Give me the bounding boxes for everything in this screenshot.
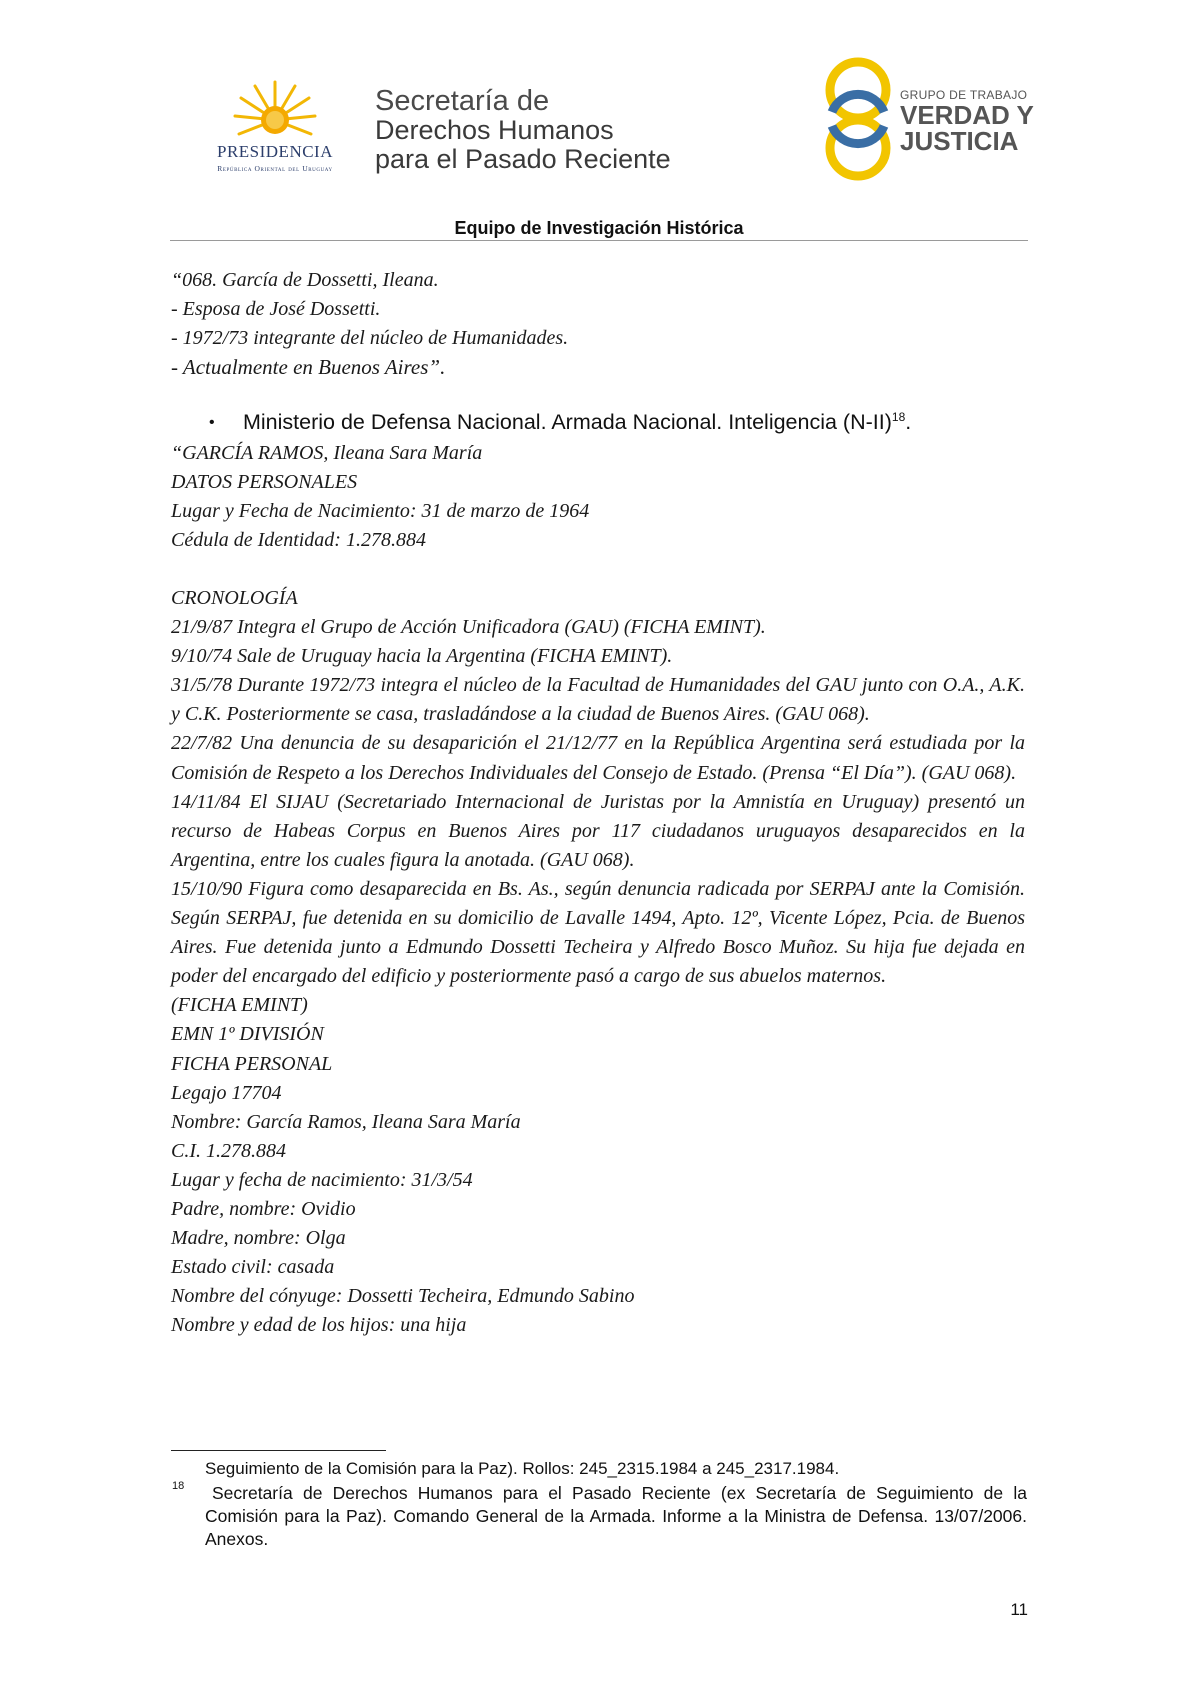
cronologia-entry: 22/7/82 Una denuncia de su desaparición el 21/12/77 en la República Argentina será estudiada por la Comisión de Respeto a los Derechos Individuales del Consejo de Estado. (Prensa “El Día”). (GAU 068).	[171, 732, 1025, 784]
secretaria-line-1: Secretaría de	[375, 85, 550, 117]
source-bullet	[209, 410, 911, 435]
secretaria-line-3: para el Pasado Reciente	[375, 144, 671, 174]
presidencia-subtitle: República Oriental del Uruguay	[217, 164, 333, 173]
rings-icon	[820, 56, 896, 182]
footnote-number: 18	[172, 1480, 185, 1492]
footnote-text: Secretaría de Derechos Humanos para el Pasado Reciente (ex Secretaría de Seguimiento de la Comisión para la Paz). Comando General de la Armada. Informe a la Ministra de Defensa. 13/07/2006. Anexos.	[205, 1483, 1027, 1549]
cronologia-entry: 14/11/84 El SIJAU (Secretariado Internacional de Juristas por la Amnistía en Uruguay) presentó un recurso de Habeas Corpus en Buenos Aires por 117 ciudadanos uruguayos desaparecidos en la Argentina, entre los cuales figura la anotada. (GAU 068).	[171, 790, 1025, 871]
page-header	[0, 0, 1190, 220]
verdad-justicia-logo	[820, 56, 1040, 186]
cronologia-heading: CRONOLOGÍA	[171, 587, 298, 609]
presidencia-logo	[195, 80, 355, 180]
datos-line: DATOS PERSONALES	[171, 471, 358, 494]
cronologia-entry: 15/10/90 Figura como desaparecida en Bs. As., según denuncia radicada por SERPAJ ante la Comisión. Según SERPAJ, fue detenida en su domicilio de Lavalle 1494, Apto. 12º, Vicente López, Pcia. de Buenos Aires. Fue detenida junto a Edmundo Dossetti Techeira y Alfredo Bosco Muñoz. Su hija fue dejada en poder del encargado del edificio y posteriormente pasó a cargo de sus abuelos maternos.	[171, 877, 1025, 988]
footnote-ref[interactable]: 18	[891, 410, 906, 424]
ficha-line: Lugar y fecha de nacimiento: 31/3/54	[171, 1168, 473, 1191]
ficha-line: C.I. 1.278.884	[171, 1139, 286, 1162]
vyj-title-line-1: VERDAD Y	[900, 100, 1034, 130]
cronologia-entry: 21/9/87 Integra el Grupo de Acción Unificadora (GAU) (FICHA EMINT).	[171, 616, 766, 639]
bullet-icon: •	[209, 414, 215, 432]
ficha-line: EMN 1º DIVISIÓN	[171, 1023, 324, 1046]
bullet-end: .	[905, 410, 912, 435]
quote-block-1	[171, 266, 1025, 382]
ficha-line: Legajo 17704	[171, 1081, 282, 1104]
ficha-line: Nombre: García Ramos, Ileana Sara María	[171, 1110, 521, 1133]
datos-line: “GARCÍA RAMOS, Ileana Sara María	[171, 442, 483, 464]
header-divider	[170, 240, 1028, 241]
footnote-continuation: Seguimiento de la Comisión para la Paz). Rollos: 245_2315.1984 a 245_2317.1984.	[205, 1459, 840, 1478]
datos-line: Lugar y Fecha de Nacimiento: 31 de marzo de 1964	[171, 500, 590, 523]
datos-personales-block	[171, 439, 1025, 555]
ficha-line: (FICHA EMINT)	[171, 994, 308, 1017]
team-title: Equipo de Investigación Histórica	[454, 218, 744, 238]
quote-line: - Esposa de José Dossetti.	[171, 298, 381, 321]
sun-icon	[233, 80, 317, 142]
ficha-line: Nombre y edad de los hijos: una hija	[171, 1314, 467, 1337]
quote-line: “068. García de Dossetti, Ileana.	[171, 269, 439, 291]
vyj-small-text: GRUPO DE TRABAJO	[900, 88, 1028, 102]
ficha-line: Estado civil: casada	[171, 1256, 335, 1279]
secretaria-logo-text	[375, 86, 671, 174]
ficha-line: Madre, nombre: Olga	[171, 1227, 346, 1250]
cronologia-entry: 31/5/78 Durante 1972/73 integra el núcleo de la Facultad de Humanidades del GAU junto con O.A., A.K. y C.K. Posteriormente se casa, trasladándose a la ciudad de Buenos Aires. (GAU 068).	[171, 674, 1025, 726]
ficha-line: Nombre del cónyuge: Dossetti Techeira, Edmundo Sabino	[171, 1285, 635, 1308]
quote-line: - 1972/73 integrante del núcleo de Humanidades.	[171, 327, 569, 350]
bullet-text: Ministerio de Defensa Nacional. Armada Nacional. Inteligencia (N-II)	[243, 410, 892, 435]
presidencia-title: PRESIDENCIA	[216, 142, 333, 161]
cronologia-entry: 9/10/74 Sale de Uruguay hacia la Argentina (FICHA EMINT).	[171, 645, 673, 668]
ficha-line: Padre, nombre: Ovidio	[171, 1197, 356, 1220]
secretaria-line-2: Derechos Humanos	[375, 115, 614, 145]
quote-line: - Actualmente en Buenos Aires”.	[171, 355, 446, 380]
footnote-divider	[171, 1450, 386, 1451]
ficha-line: FICHA PERSONAL	[171, 1052, 333, 1075]
cronologia-block	[171, 584, 1025, 1340]
page-number: 11	[1010, 1600, 1028, 1619]
datos-line: Cédula de Identidad: 1.278.884	[171, 529, 426, 552]
vyj-title-line-2: JUSTICIA	[900, 126, 1019, 156]
